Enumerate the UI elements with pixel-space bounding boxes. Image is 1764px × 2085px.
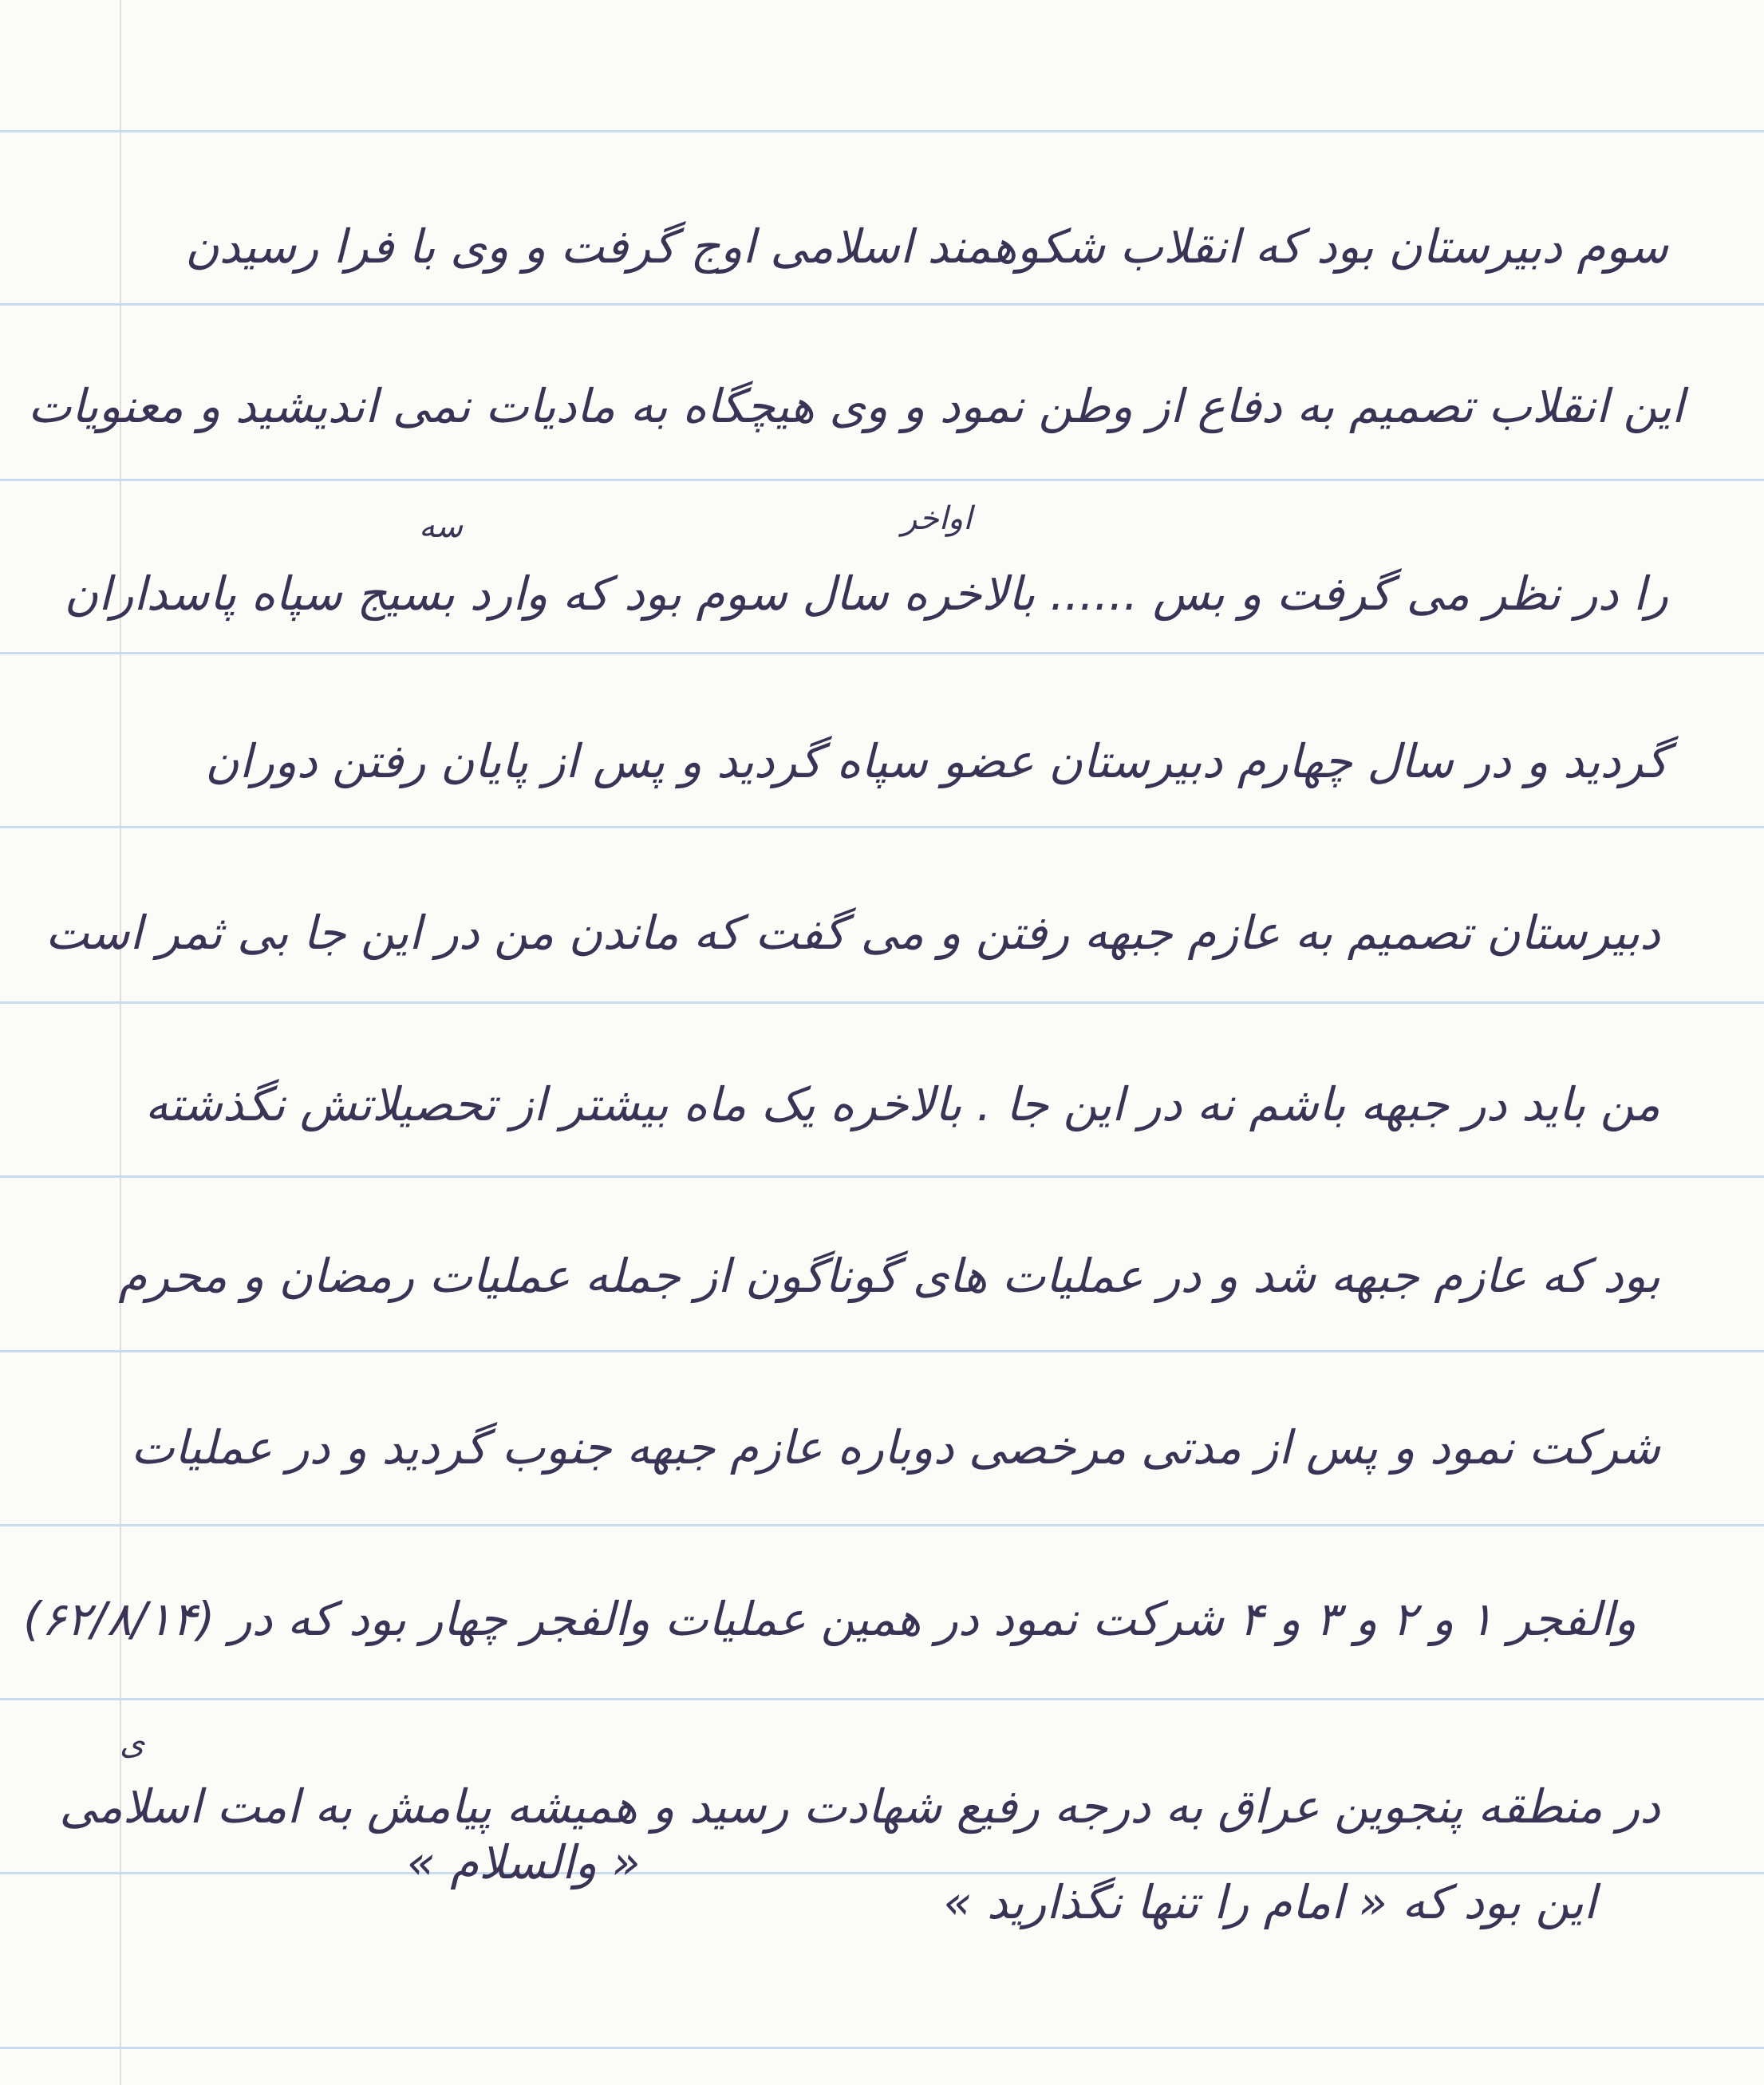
letter-line-11: این بود که « امام را تنها نگذارید » xyxy=(943,1875,1596,1929)
ruled-line xyxy=(0,1872,1764,1874)
ruled-line xyxy=(0,2047,1764,2049)
ruled-line xyxy=(0,1175,1764,1178)
ruled-line xyxy=(0,1001,1764,1004)
ruled-line xyxy=(0,130,1764,132)
letter-line-3: را در نظر می گرفت و بس ...... بالاخره سال سوم بود که وارد بسیج سپاه پاسداران xyxy=(64,567,1668,621)
closing-salutation: « والسلام » xyxy=(407,1835,641,1890)
ruled-line xyxy=(0,1350,1764,1352)
ruled-line xyxy=(0,1698,1764,1700)
letter-line-6: من باید در جبهه باشم نه در این جا . بالاخره یک ماه بیشتر از تحصیلاتش نگذشته xyxy=(144,1077,1660,1131)
ruled-line xyxy=(0,1524,1764,1526)
ruled-line xyxy=(0,303,1764,306)
insertion-se: سه xyxy=(419,508,463,545)
insertion-awakher: اواخر xyxy=(902,500,973,537)
letter-line-8: شرکت نمود و پس از مدتی مرخصی دوباره عازم جبهه جنوب گردید و در عملیات xyxy=(131,1420,1660,1475)
letter-line-7: بود که عازم جبهه شد و در عملیات های گوناگون از جمله عملیات رمضان و محرم xyxy=(118,1249,1660,1303)
margin-rule xyxy=(120,0,121,2085)
letter-line-10: در منطقه پنجوین عراق به درجه رفیع شهادت رسید و همیشه پیامش به امت اسلامی xyxy=(59,1779,1660,1834)
letter-line-4: گردید و در سال چهارم دبیرستان عضو سپاه گردید و پس از پایان رفتن دوران xyxy=(205,734,1668,788)
letter-line-5: دبیرستان تصمیم به عازم جبهه رفتن و می گفت که ماندن من در این جا بی ثمر است xyxy=(45,906,1660,960)
letter-line-9: والفجر ۱ و ۲ و ۳ و ۴ شرکت نمود در همین عملیات والفجر چهار بود که در (۶۲/۸/۱۴) xyxy=(23,1592,1636,1646)
letter-line-1: سوم دبیرستان بود که انقلاب شکوهمند اسلامی اوج گرفت و وی با فرا رسیدن xyxy=(185,219,1668,274)
ruled-line xyxy=(0,479,1764,481)
ruled-line xyxy=(0,652,1764,654)
letter-line-2: این انقلاب تصمیم به دفاع از وطن نمود و وی هیچگاه به مادیات نمی اندیشید و معنویات xyxy=(28,379,1684,433)
ruled-line xyxy=(0,826,1764,828)
insertion-ye: ی xyxy=(120,1725,145,1762)
